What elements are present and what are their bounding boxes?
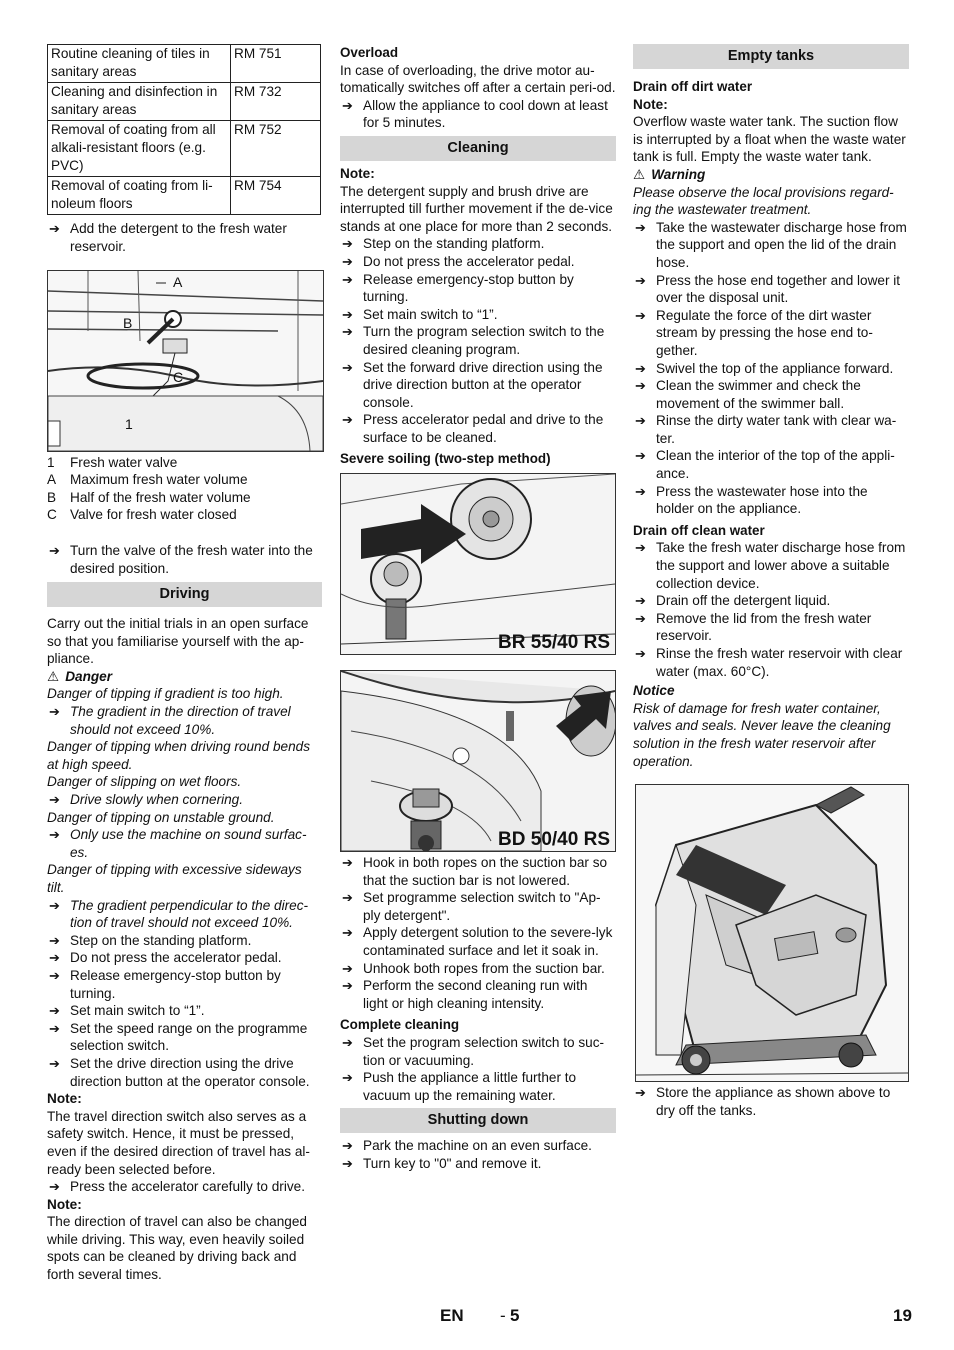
dirt-step: ➔ Clean the interior of the top of the appli-ance. [633,447,909,482]
table-cell-code: RM 754 [231,177,321,215]
detergent-table [47,44,321,215]
legend-item: B Half of the fresh water volume [47,489,251,505]
driving-step: ➔ Step on the standing platform. [47,932,322,950]
complete-step: ➔ Set the program selection switch to suc-tion or vacuuming. [340,1034,616,1069]
severe-step: ➔ Set programme selection switch to "Ap-ply detergent". [340,889,616,924]
danger-step: ➔ The gradient in the direction of travel should not exceed 10%. [47,703,322,738]
driving-intro: Carry out the initial trials in an open surface so that you familiarise yourself with the ap-pliance. [47,616,309,667]
figure-label-c: C [173,368,184,385]
cleaning-note: The detergent supply and brush drive are interrupted till further movement if the de-vice stands at one place for more than 2 seconds. [340,183,613,234]
clean-step: ➔ Take the fresh water discharge hose from the support and lower above a suitable collection device. [633,539,909,592]
drain-clean-water-title: Drain off clean water [633,522,765,538]
note-label: Note: [47,1196,82,1212]
section-header-empty-tanks: Empty tanks [633,44,909,69]
dirt-step: ➔ Regulate the force of the dirt waster stream by pressing the hose end to-gether. [633,307,909,360]
br-drawing [341,474,615,654]
severe-step: ➔ Apply detergent solution to the severe-lyk contaminated surface and let it soak in. [340,924,616,959]
legend-item: C Valve for fresh water closed [47,507,237,523]
driving-step: ➔ Set the drive direction using the drive direction button at the operator console. [47,1055,322,1090]
cleaning-step: ➔ Set the forward drive direction using the drive direction button at the operator console. [340,359,616,412]
driving-step: ➔ Set main switch to “1”. [47,1002,322,1020]
notice-title: Notice [633,683,675,699]
warning-triangle-icon: ⚠ [633,166,646,182]
column-left [47,44,322,1284]
danger-title: ⚠ Danger [47,668,113,684]
table-row [48,45,321,83]
add-detergent-step: ➔ Add the detergent to the fresh water reservoir. [47,220,322,255]
section-header-driving: Driving [47,582,322,607]
appliance-drawing [636,785,908,1081]
store-step: ➔ Store the appliance as shown above to dry off the tanks. [633,1084,909,1119]
severe-step: ➔ Unhook both ropes from the suction bar. [340,960,616,978]
table-cell-code: RM 752 [231,121,321,177]
cleaning-step: ➔ Turn the program selection switch to the desired cleaning program. [340,323,616,358]
table-row [48,83,321,121]
table-row [48,177,321,215]
store-appliance-figure [635,784,909,1082]
press-accelerator-step: ➔ Press the accelerator carefully to drive. [47,1178,322,1196]
shutdown-step: ➔ Park the machine on an even surface. [340,1137,616,1155]
danger-text: Danger of tipping on unstable ground. [47,809,275,825]
danger-text: Danger of tipping when driving round bends at high speed. [47,739,310,772]
dirt-step: ➔ Swivel the top of the appliance forward. [633,360,909,378]
severe-step: ➔ Perform the second cleaning run with light or high cleaning intensity. [340,977,616,1012]
bd-drawing [341,671,615,851]
danger-text: Danger of tipping with excessive sideways tilt. [47,862,302,895]
table-row [48,121,321,177]
severe-soiling-title: Severe soiling (two-step method) [340,451,551,467]
danger-text: Danger of tipping if gradient is too high. [47,686,284,702]
danger-step: ➔ Drive slowly when cornering. [47,791,322,809]
figure-label-a: A [173,273,183,290]
page-number: 19 [893,1306,912,1325]
warning-title: ⚠ Warning [633,166,706,182]
table-cell-task: Routine cleaning of tiles in sanitary areas [48,45,231,83]
severe-step: ➔ Hook in both ropes on the suction bar so that the suction bar is not lowered. [340,854,616,889]
bd-suction-figure [340,670,616,852]
section-header-shutting-down: Shutting down [340,1108,616,1133]
dirt-step: ➔ Take the wastewater discharge hose from the support and open the lid of the drain hose. [633,219,909,272]
notice-text: Risk of damage for fresh water container, valves and seals. Never leave the cleaning solution in the fresh water reservoir after operation. [633,700,891,769]
danger-step: ➔ Only use the machine on sound surfac-es. [47,826,322,861]
valve-drawing [48,271,323,451]
footer-language: EN [440,1306,464,1325]
figure-label-1: 1 [125,415,133,432]
dirt-step: ➔ Press the hose end together and lower it over the disposal unit. [633,272,909,307]
warning-triangle-icon: ⚠ [47,668,60,684]
overload-title: Overload [340,45,399,60]
section-header-cleaning: Cleaning [340,136,616,161]
table-cell-code: RM 732 [231,83,321,121]
column-right [633,44,909,1119]
cleaning-step: ➔ Step on the standing platform. [340,235,616,253]
figure-label-b: B [123,314,133,331]
column-middle [340,44,616,1173]
note-label: Note: [340,165,375,181]
footer-separator: - [500,1306,506,1325]
br-suction-figure [340,473,616,655]
cleaning-step: ➔ Set main switch to “1”. [340,306,616,324]
clean-step: ➔ Drain off the detergent liquid. [633,592,909,610]
cleaning-step: ➔ Press accelerator pedal and drive to the surface to be cleaned. [340,411,616,446]
note-label: Note: [47,1091,82,1107]
table-cell-task: Cleaning and disinfection in sanitary areas [48,83,231,121]
turn-valve-step: ➔ Turn the valve of the fresh water into the desired position. [47,542,322,577]
clean-step: ➔ Rinse the fresh water reservoir with clear water (max. 60°C). [633,645,909,680]
clean-step: ➔ Remove the lid from the fresh water reservoir. [633,610,909,645]
driving-step: ➔ Do not press the accelerator pedal. [47,949,322,967]
cleaning-step: ➔ Release emergency-stop button by turning. [340,271,616,306]
note-text: The direction of travel can also be changed while driving. This way, even heavily soiled spots can be cleaned by driving back and forth several times. [47,1214,307,1283]
drain-dirt-water-title: Drain off dirt water [633,79,753,94]
danger-text: Danger of slipping on wet floors. [47,774,242,790]
figure-label-bd: BD 50/40 RS [498,829,610,851]
warning-text: Please observe the local provisions regard-ing the wastewater treatment. [633,184,894,218]
legend-item: A Maximum fresh water volume [47,472,248,488]
cleaning-step: ➔ Do not press the accelerator pedal. [340,253,616,271]
shutdown-step: ➔ Turn key to "0" and remove it. [340,1155,616,1173]
complete-step: ➔ Push the appliance a little further to vacuum up the remaining water. [340,1069,616,1104]
danger-step: ➔ The gradient perpendicular to the direc-tion of travel should not exceed 10%. [47,897,322,932]
table-cell-task: Removal of coating from li-noleum floors [48,177,231,215]
note-label: Note: [633,96,668,112]
table-cell-task: Removal of coating from all alkali-resistant floors (e.g. PVC) [48,121,231,177]
dirt-step: ➔ Press the wastewater hose into the holder on the appliance. [633,483,909,518]
note-text: The travel direction switch also serves as a safety switch. Hence, it must be pressed, even if the desired direction of travel has al-ready been selected before. [47,1108,310,1177]
overload-step: ➔ Allow the appliance to cool down at least for 5 minutes. [340,97,616,132]
dirt-step: ➔ Clean the swimmer and check the movement of the swimmer ball. [633,377,909,412]
figure-label-br: BR 55/40 RS [498,632,610,654]
dirt-step: ➔ Rinse the dirty water tank with clear wa-ter. [633,412,909,447]
footer-subpage: 5 [510,1306,520,1325]
complete-cleaning-title: Complete cleaning [340,1017,460,1033]
overload-text: In case of overloading, the drive motor au-tomatically switches off after a certain peri-od. [340,62,616,96]
dirt-note: Overflow waste water tank. The suction flow is interrupted by a float when the waste water tank is full. Empty the waste water tank. [633,114,906,165]
legend-item: 1 Fresh water valve [47,454,178,470]
valve-legend [47,454,322,524]
fresh-water-valve-figure [47,270,324,452]
driving-step: ➔ Set the speed range on the programme selection switch. [47,1020,322,1055]
driving-step: ➔ Release emergency-stop button by turning. [47,967,322,1002]
table-cell-code: RM 751 [231,45,321,83]
